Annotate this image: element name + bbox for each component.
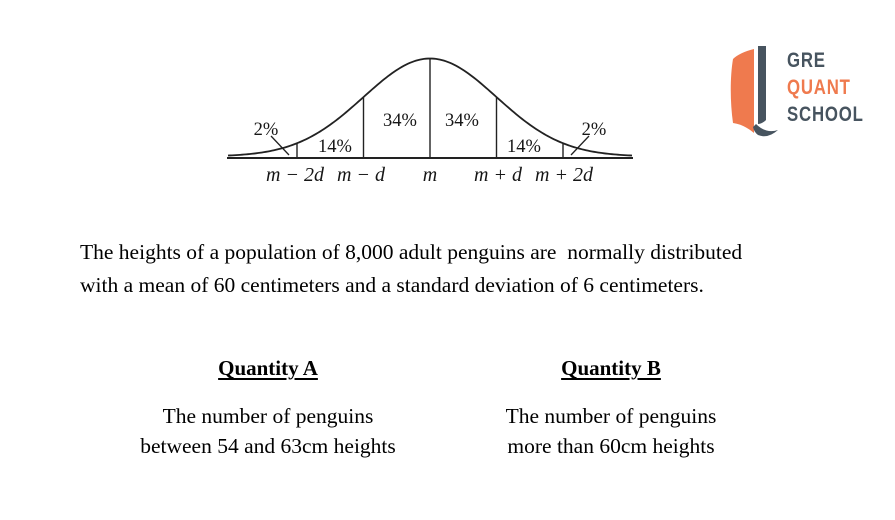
book-page-shape [731, 49, 754, 133]
open-book-icon [727, 44, 783, 139]
pct-right-outer: 14% [507, 137, 541, 157]
axis-label-m-minus-d: m − d [337, 164, 385, 186]
logo-word-gre: GRE [787, 49, 826, 72]
book-curl-shape [753, 124, 778, 136]
book-spine-shape [758, 46, 766, 124]
pct-right-inner: 34% [445, 111, 479, 131]
quantity-b-description [461, 401, 761, 461]
question-line-2: with a mean of 60 centimeters and a standard deviation of 6 centimeters. [80, 273, 704, 297]
quantity-a-description [118, 401, 418, 461]
pct-left-inner: 34% [383, 111, 417, 131]
logo-word-school: SCHOOL [787, 103, 864, 126]
quantity-b-line-1: The number of penguins [505, 404, 717, 428]
logo-word-quant: QUANT [787, 76, 851, 99]
logo-wordmark [787, 47, 883, 128]
quantity-a-column [118, 356, 418, 461]
quantity-b-line-2: more than 60cm heights [507, 434, 715, 458]
quantity-a-line-2: between 54 and 63cm heights [140, 434, 396, 458]
pct-right-tail: 2% [581, 120, 607, 140]
quantity-a-heading: Quantity A [218, 356, 318, 380]
normal-distribution-figure [225, 48, 635, 193]
gre-quant-school-logo [727, 44, 892, 139]
question-statement [80, 236, 742, 302]
axis-label-m-minus-2d: m − 2d [266, 164, 324, 186]
quantity-b-column [461, 356, 761, 461]
quantity-b-heading: Quantity B [561, 356, 661, 380]
axis-label-m-plus-2d: m + 2d [535, 164, 593, 186]
quantity-a-line-1: The number of penguins [162, 404, 374, 428]
pct-left-outer: 14% [318, 137, 352, 157]
axis-label-m-plus-d: m + d [474, 164, 522, 186]
axis-label-m: m [422, 164, 438, 186]
question-line-1: The heights of a population of 8,000 adult penguins are normally distributed [80, 240, 743, 264]
pct-left-tail: 2% [253, 120, 279, 140]
